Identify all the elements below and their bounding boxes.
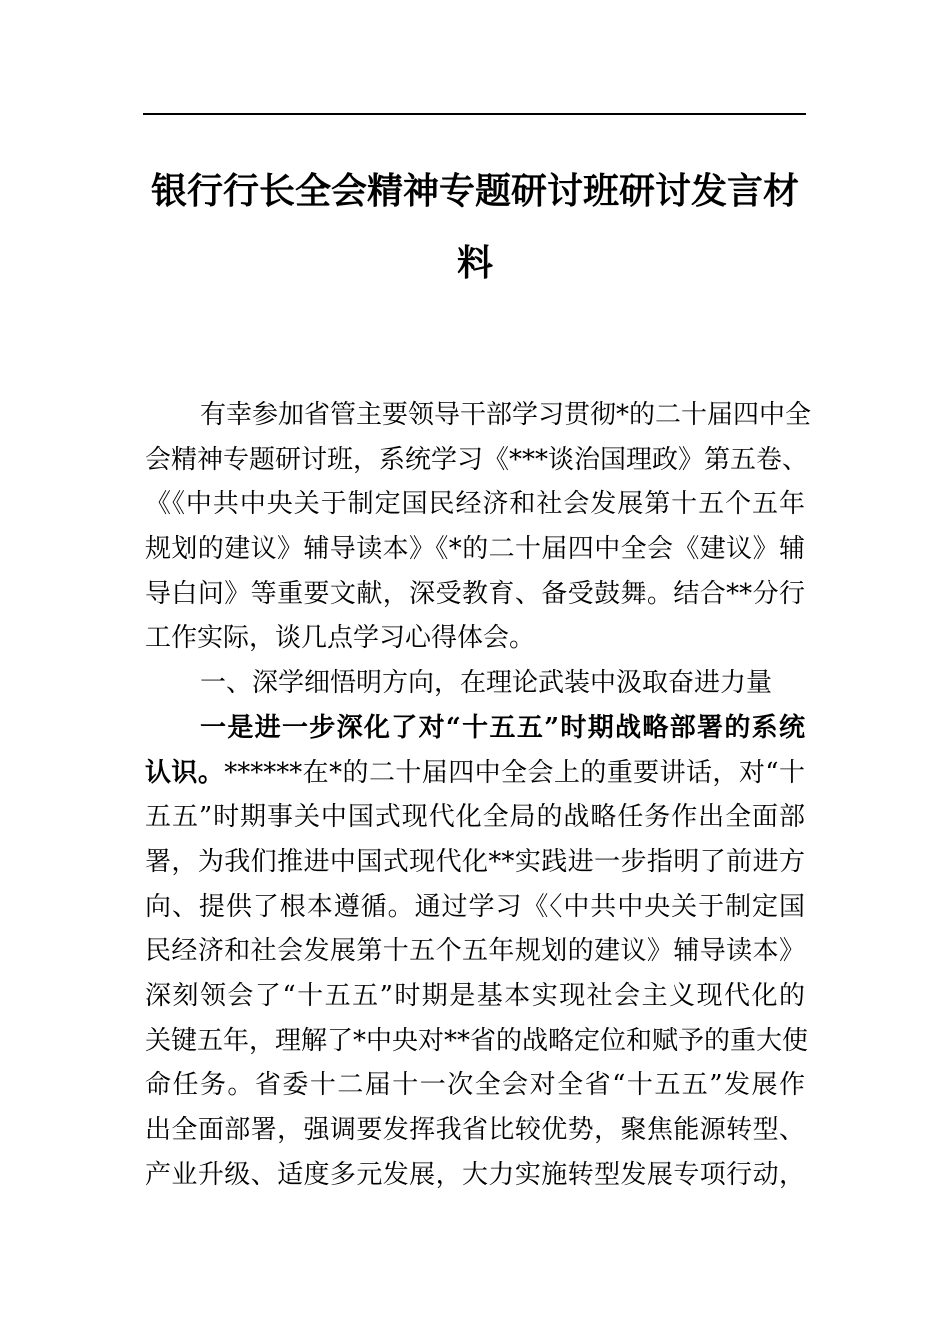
- document-title-continuation: 料: [456, 242, 493, 284]
- point-line: 命任务。省委十二届十一次全会对全省“十五五”发展作: [145, 1070, 805, 1101]
- point-line: [145, 751, 805, 796]
- intro-line: 有幸参加省管主要领导干部学习贯彻*的二十届四中全: [200, 400, 812, 430]
- section-heading: 一、深学细悟明方向，在理论武装中汲取奋进力量: [200, 668, 773, 699]
- point-line: 深刻领会了“十五五”时期是基本实现社会主义现代化的: [145, 980, 805, 1011]
- intro-line: 工作实际，谈几点学习心得体会。: [145, 623, 536, 654]
- intro-line: 规划的建议》辅导读本》《*的二十届四中全会《建议》辅: [145, 534, 805, 565]
- point-line: 关键五年，理解了*中央对**省的战略定位和赋予的重大使: [145, 1025, 809, 1056]
- header-rule: [143, 113, 806, 115]
- point-lead-sentence: 一是进一步深化了对“十五五”时期战略部署的系统: [200, 712, 805, 743]
- document-body: [145, 393, 812, 1197]
- point-line: 五五”时期事关中国式现代化全局的战略任务作出全面部: [145, 802, 805, 833]
- point-line: 产业升级、适度多元发展，大力实施转型发展专项行动，: [145, 1159, 805, 1190]
- point-line: 出全面部署，强调要发挥我省比较优势，聚焦能源转型、: [145, 1115, 805, 1145]
- point-lead-tail: 认识。: [145, 757, 225, 788]
- point-line: 民经济和社会发展第十五个五年规划的建议》辅导读本》: [145, 936, 805, 967]
- intro-line: 导白问》等重要文献，深受教育、备受鼓舞。结合**分行: [145, 578, 805, 609]
- point-line-text: ******在*的二十届四中全会上的重要讲话，对“十: [224, 757, 805, 788]
- intro-line: 会精神专题研讨班，系统学习《***谈治国理政》第五卷、: [145, 444, 809, 475]
- intro-line: 《《中共中央关于制定国民经济和社会发展第十五个五年: [145, 489, 805, 520]
- point-line: 向、提供了根本遵循。通过学习《〈中共中央关于制定国: [145, 891, 805, 922]
- point-line: 署，为我们推进中国式现代化**实践进一步指明了前进方: [145, 846, 805, 877]
- document-title: 银行行长全会精神专题研讨班研讨发言材: [150, 170, 799, 212]
